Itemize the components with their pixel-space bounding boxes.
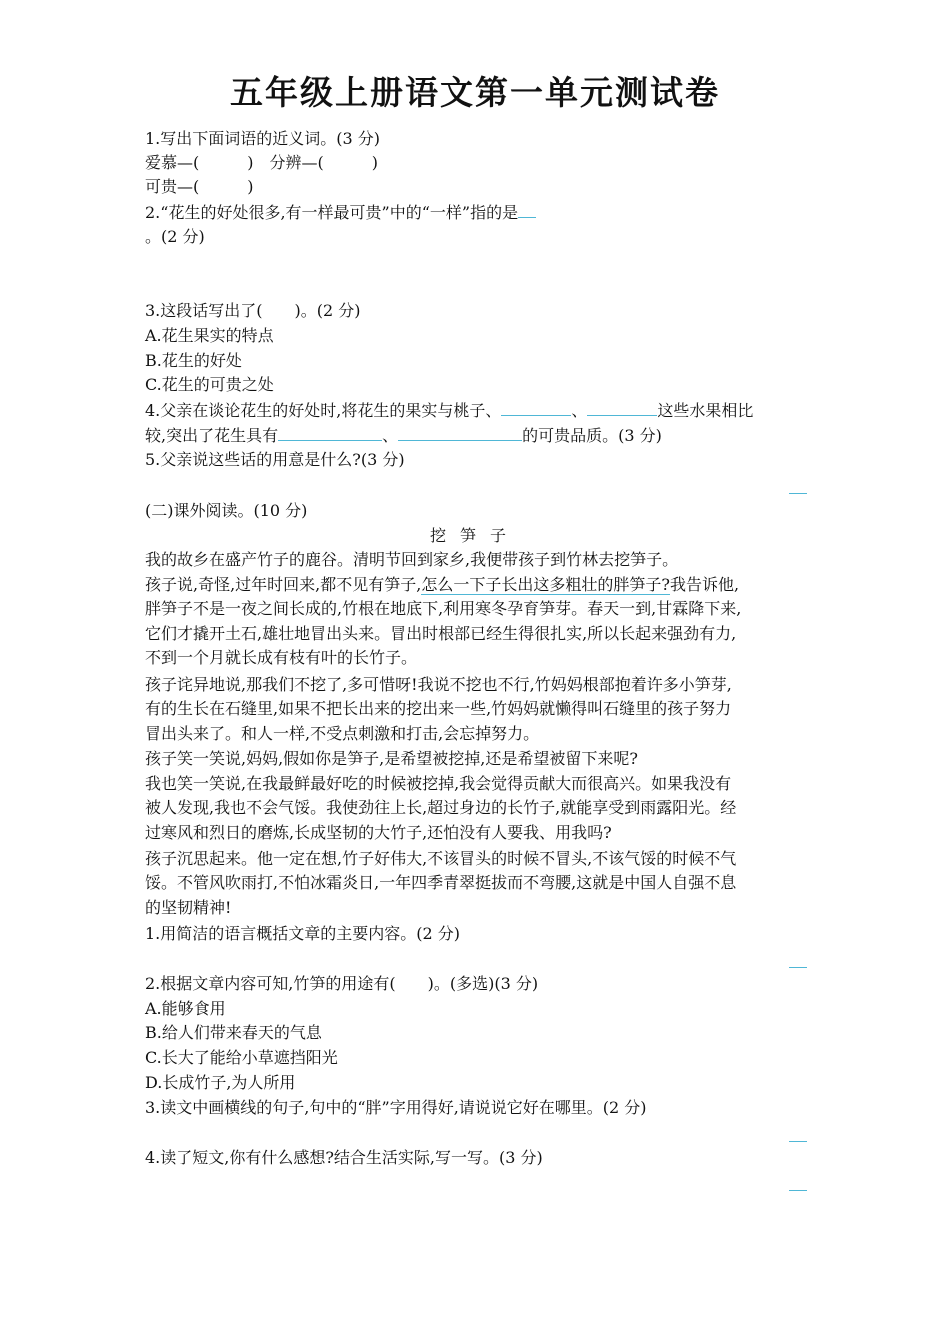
story-p6-line-3: 的坚韧精神! [145,897,232,917]
q4-blank-2[interactable] [587,398,657,416]
q1-row1: 爱慕—( ) 分辨—( ) [145,153,378,172]
story-p1-line: 我的故乡在盛产竹子的鹿谷。清明节回到家乡,我便带孩子到竹林去挖笋子。 [145,550,679,569]
story-paragraph-5 [145,772,815,845]
story-p2-line-2: 胖笋子不是一夜之间长成的,竹根在地底下,利用寒冬孕育笋芽。春天一到,甘霖降下来, [145,599,742,619]
reading-q1-answer-line[interactable] [789,967,807,968]
reading-q4-answer-line[interactable] [789,1190,807,1191]
story-p3-line-1: 孩子诧异地说,那我们不挖了,多可惜呀!我说不挖也不行,竹妈妈根部抱着许多小笋芽, [145,675,732,694]
story-p4-line: 孩子笑一笑说,妈妈,假如你是笋子,是希望被挖掉,还是希望被留下来呢? [145,749,638,768]
q4-blank-3[interactable] [278,423,382,441]
reading-q3-answer-line[interactable] [789,1141,807,1142]
story-p5-line-1: 我也笑一笑说,在我最鲜最好吃的时候被挖掉,我会觉得贡献大而很高兴。如果我没有 [145,774,732,793]
reading-heading: (二)课外阅读。(10 分) [145,501,308,520]
q3-prompt: 3.这段话写出了( )。(2 分) [145,301,361,320]
story-p2-prefix: 孩子说,奇怪,过年时回来,都不见有笋子, [145,575,422,594]
q3-option-c: C.花生的可贵之处 [145,375,274,394]
story-p5-line-3: 过寒风和烈日的磨炼,长成坚韧的大竹子,还怕没有人要我、用我吗? [145,822,612,842]
q1-prompt: 1.写出下面词语的近义词。(3 分) [145,129,381,148]
reading-q4-prompt: 4.读了短文,你有什么感想?结合生活实际,写一写。(3 分) [145,1148,543,1167]
q5-prompt: 5.父亲说这些话的用意是什么?(3 分) [145,450,405,469]
reading-q2-prompt: 2.根据文章内容可知,竹笋的用途有( )。(多选)(3 分) [145,974,539,993]
q4-blank-1[interactable] [501,398,571,416]
story-p3-line-2: 有的生长在石缝里,如果不把长出来的挖出来一些,竹妈妈就懒得叫石缝里的孩子努力 [145,699,732,719]
q3-option-b: B.花生的好处 [145,351,242,370]
q4-blank-4[interactable] [398,423,522,441]
q4-line2 [145,423,662,448]
q2-text: 2.“花生的好处很多,有一样最可贵”中的“一样”指的是 [145,203,519,222]
q4-line2-tail: 的可贵品质。(3 分) [522,426,662,445]
q2-answer-blank[interactable] [518,200,536,218]
story-paragraph-4 [145,747,815,771]
story-title: 挖笋子 [429,526,520,545]
story-p6-line-2: 馁。不管风吹雨打,不怕冰霜炎日,一年四季青翠挺拔而不弯腰,这就是中国人自强不息 [145,873,737,893]
q4-separator: 、 [571,401,588,420]
q1-row2: 可贵—( ) [145,177,254,196]
story-p6-line-1: 孩子沉思起来。他一定在想,竹子好伟大,不该冒头的时候不冒头,不该气馁的时候不气 [145,849,737,868]
underlined-sentence: 怎么一下子长出这多粗壮的胖笋子? [421,575,670,594]
story-paragraph-2 [145,573,815,671]
q2-tail: 。(2 分) [145,227,205,246]
q2-prompt [145,200,536,225]
story-p2-line-4: 不到一个月就长成有枝有叶的长竹子。 [145,648,418,668]
reading-q2-option-a: A.能够食用 [145,999,226,1018]
story-p2-suffix: 我告诉他, [669,575,740,594]
story-paragraph-6 [145,847,815,920]
reading-q2-option-b: B.给人们带来春天的气息 [145,1023,322,1042]
story-paragraph-3 [145,673,815,746]
story-p5-line-2: 被人发现,我也不会气馁。我使劲往上长,超过身边的长竹子,就能享受到雨露阳光。经 [145,798,737,818]
q4-line2-text: 较,突出了花生具有 [145,426,279,445]
story-p2-line-1 [145,573,815,597]
story-p2-line-3: 它们才撬开土石,雄壮地冒出头来。冒出时根部已经生得很扎实,所以长起来强劲有力, [145,623,737,643]
reading-q3-prompt: 3.读文中画横线的句子,句中的“胖”字用得好,请说说它好在哪里。(2 分) [145,1098,647,1117]
page-title: 五年级上册语文第一单元测试卷 [230,73,720,112]
reading-q2-option-d: D.长成竹子,为人所用 [145,1073,296,1092]
q5-answer-line[interactable] [789,493,807,494]
story-paragraph-1 [145,548,815,572]
q3-option-a: A.花生果实的特点 [145,326,274,345]
q4-line2-separator: 、 [382,426,399,445]
q4-line1 [145,398,753,423]
q4-line1-tail: 这些水果相比 [657,401,754,420]
reading-q2-option-c: C.长大了能给小草遮挡阳光 [145,1048,338,1067]
reading-q1-prompt: 1.用简洁的语言概括文章的主要内容。(2 分) [145,924,461,943]
q4-line1-text: 4.父亲在谈论花生的好处时,将花生的果实与桃子、 [145,401,502,420]
story-p3-line-3: 冒出头来了。和人一样,不受点刺激和打击,会忘掉努力。 [145,723,540,743]
